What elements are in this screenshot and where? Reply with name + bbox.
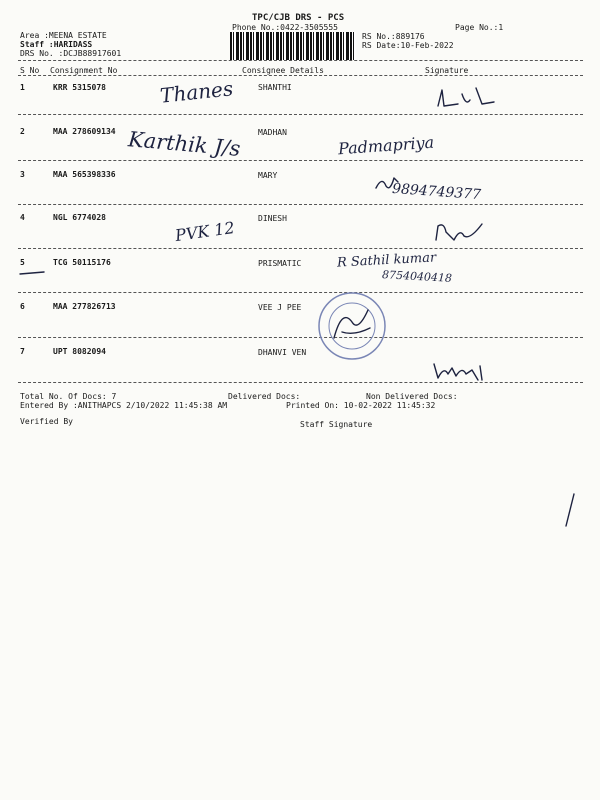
handwritten-receiver-1: Thanes bbox=[158, 76, 235, 108]
signature-scribble-3 bbox=[372, 172, 402, 194]
handwritten-name-5: R Sathil kumar bbox=[336, 250, 437, 271]
phone-number: Phone No.:0422-3505555 bbox=[232, 23, 338, 32]
handwritten-receiver-2: Karthik J/s bbox=[127, 127, 242, 161]
staff-label: Staff :HARIDASS bbox=[20, 40, 93, 49]
total-docs: Total No. Of Docs: 7 bbox=[20, 392, 117, 401]
printed-on: Printed On: 10-02-2022 11:45:32 bbox=[286, 401, 436, 410]
col-signature: Signature bbox=[425, 66, 469, 75]
row-consignment: MAA 278609134 bbox=[53, 127, 116, 136]
row-consignment: MAA 277826713 bbox=[53, 302, 116, 311]
row-divider bbox=[18, 204, 583, 205]
delivered-docs: Delivered Docs: bbox=[228, 392, 301, 401]
row-divider bbox=[18, 382, 583, 383]
rs-date: RS Date:10-Feb-2022 bbox=[362, 41, 454, 50]
handwritten-signature-2: Padmapriya bbox=[337, 132, 435, 159]
divider bbox=[18, 75, 583, 76]
row-divider bbox=[18, 248, 583, 249]
row-sno: 7 bbox=[20, 347, 25, 356]
row-sno: 2 bbox=[20, 127, 25, 136]
row-consignee: PRISMATIC bbox=[258, 259, 302, 268]
report-title: TPC/CJB DRS - PCS bbox=[252, 13, 345, 23]
row-divider bbox=[18, 337, 583, 338]
divider bbox=[18, 60, 583, 61]
row-consignment: KRR 5315078 bbox=[53, 83, 106, 92]
handwritten-receiver-4: PVK 12 bbox=[173, 217, 236, 246]
row-consignment: MAA 565398336 bbox=[53, 170, 116, 179]
row-consignment: UPT 8082094 bbox=[53, 347, 106, 356]
barcode bbox=[230, 32, 356, 60]
row-consignee: SHANTHI bbox=[258, 83, 292, 92]
row-divider bbox=[18, 160, 583, 161]
entered-by: Entered By :ANITHAPCS 2/10/2022 11:45:38 AM bbox=[20, 401, 228, 410]
row-consignee: MADHAN bbox=[258, 128, 287, 137]
signature-scribble-1 bbox=[430, 84, 500, 114]
signature-scribble-4 bbox=[430, 218, 490, 248]
row-sno: 3 bbox=[20, 170, 25, 179]
drs-number: DRS No. :DCJB88917601 bbox=[20, 49, 122, 58]
pen-mark bbox=[562, 492, 582, 532]
row-consignee: DHANVI VEN bbox=[258, 348, 307, 357]
col-consignee: Consignee Details bbox=[242, 66, 324, 75]
row-sno: 6 bbox=[20, 302, 25, 311]
pen-mark bbox=[18, 268, 48, 278]
staff-signature: Staff Signature bbox=[300, 420, 373, 429]
row-consignment: NGL 6774028 bbox=[53, 213, 106, 222]
handwritten-phone-5: 8754040418 bbox=[381, 268, 453, 285]
handwritten-phone-3: 9894749377 bbox=[391, 180, 482, 204]
row-sno: 5 bbox=[20, 258, 25, 267]
rs-number: RS No.:889176 bbox=[362, 32, 425, 41]
verified-by: Verified By bbox=[20, 417, 73, 426]
row-consignee: VEE J PEE bbox=[258, 303, 302, 312]
row-consignment: TCG 50115176 bbox=[53, 258, 111, 267]
row-divider bbox=[18, 114, 583, 115]
row-consignee: MARY bbox=[258, 171, 278, 180]
col-sno: S No bbox=[20, 66, 40, 75]
page-number: Page No.:1 bbox=[455, 23, 504, 32]
row-sno: 1 bbox=[20, 83, 25, 92]
row-sno: 4 bbox=[20, 213, 25, 222]
non-delivered-docs: Non Delivered Docs: bbox=[366, 392, 458, 401]
row-divider bbox=[18, 292, 583, 293]
signature-scribble-7 bbox=[430, 356, 490, 384]
col-consignment: Consignment No bbox=[50, 66, 118, 75]
area-label: Area :MEENA ESTATE bbox=[20, 31, 107, 40]
company-stamp bbox=[312, 288, 392, 368]
row-consignee: DINESH bbox=[258, 214, 287, 223]
